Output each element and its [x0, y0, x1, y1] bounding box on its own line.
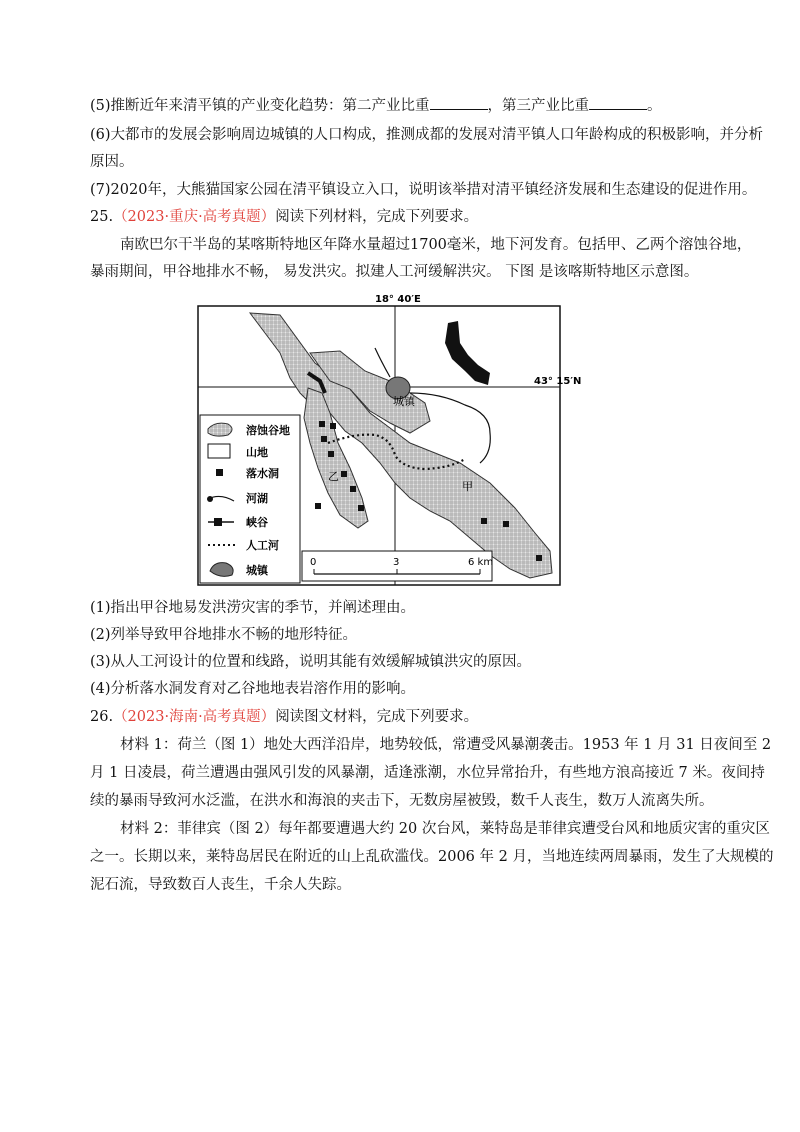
source-tag: （2023·海南·高考真题）: [113, 709, 276, 725]
question-5: (5)推断近年来清平镇的产业变化趋势：第二产业比重 ，第三产业比重 。: [90, 95, 662, 116]
question-25-1: (1)指出甲谷地易发洪涝灾害的季节，并阐述理由。: [90, 600, 416, 616]
material-line: 之一。长期以来，莱特岛居民在附近的山上乱砍滥伐。2006 年 2 月，当地连续两周暴雨，发生了大规模的: [90, 849, 774, 865]
source-tag: （2023·重庆·高考真题）: [113, 209, 276, 225]
legend-artificial-river: 人工河: [246, 539, 279, 552]
scale-tick: 3: [393, 557, 400, 568]
town-label: 城镇: [393, 395, 415, 408]
question-26-header: 26.（2023·海南·高考真题）阅读图文材料，完成下列要求。: [90, 709, 479, 725]
material-line: 暴雨期间，甲谷地排水不畅， 易发洪灾。拟建人工河缓解洪灾。 下图 是该喀斯特地区示意图。: [90, 264, 699, 280]
scale-tick: 0: [310, 557, 317, 568]
legend-mountain: 山地: [246, 446, 268, 459]
scale-tick: 6 km: [468, 557, 494, 568]
legend-canyon: 峡谷: [246, 516, 268, 529]
question-25-2: (2)列举导致甲谷地排水不畅的地形特征。: [90, 627, 358, 643]
material-line: 南欧巴尔干半岛的某喀斯特地区年降水量超过1700毫米，地下河发育。包括甲、乙两个溶蚀谷地，: [120, 237, 752, 253]
question-7: (7)2020年，大熊猫国家公园在清平镇设立入口，说明该举措对清平镇经济发展和生态建设的促进作用。: [90, 182, 757, 198]
question-6-line1: (6)大都市的发展会影响周边城镇的人口构成，推测成都的发展对清平镇人口年龄构成的积极影响，并分析: [90, 127, 764, 143]
legend-town: 城镇: [246, 564, 268, 577]
lat-label: 43° 15′N: [534, 376, 582, 387]
material-line: 材料 1：荷兰（图 1）地处大西洋沿岸，地势较低，常遭受风暴潮袭击。1953 年 1 月 31 日夜间至 2: [120, 737, 772, 753]
material-line: 月 1 日凌晨，荷兰遭遇由强风引发的风暴潮，适逢涨潮，水位异常抬升，有些地方浪高接近 7 米。夜间持: [90, 765, 765, 781]
lon-label: 18° 40′E: [375, 294, 421, 305]
question-25-3: (3)从人工河设计的位置和线路，说明其能有效缓解城镇洪灾的原因。: [90, 654, 532, 670]
question-25-header: 25.（2023·重庆·高考真题）阅读下列材料，完成下列要求。: [90, 209, 479, 225]
material-line: 续的暴雨导致河水泛滥，在洪水和海浪的夹击下，无数房屋被毁，数千人丧生，数万人流离失所。: [90, 793, 714, 809]
karst-map: [190, 293, 582, 593]
valley-jia-label: 甲: [462, 480, 473, 493]
valley-yi-label: 乙: [328, 470, 339, 483]
legend-river: 河湖: [246, 492, 268, 505]
question-25-4: (4)分析落水洞发育对乙谷地地表岩溶作用的影响。: [90, 681, 416, 697]
material-line: 泥石流，导致数百人丧生，千余人失踪。: [90, 877, 351, 893]
material-line: 材料 2：菲律宾（图 2）每年都要遭遇大约 20 次台风，莱特岛是菲律宾遭受台风和地质灾害的重灾区: [120, 821, 770, 837]
legend-valley: 溶蚀谷地: [246, 424, 290, 437]
question-6-line2: 原因。: [90, 154, 134, 170]
legend-sinkhole: 落水洞: [246, 467, 279, 480]
